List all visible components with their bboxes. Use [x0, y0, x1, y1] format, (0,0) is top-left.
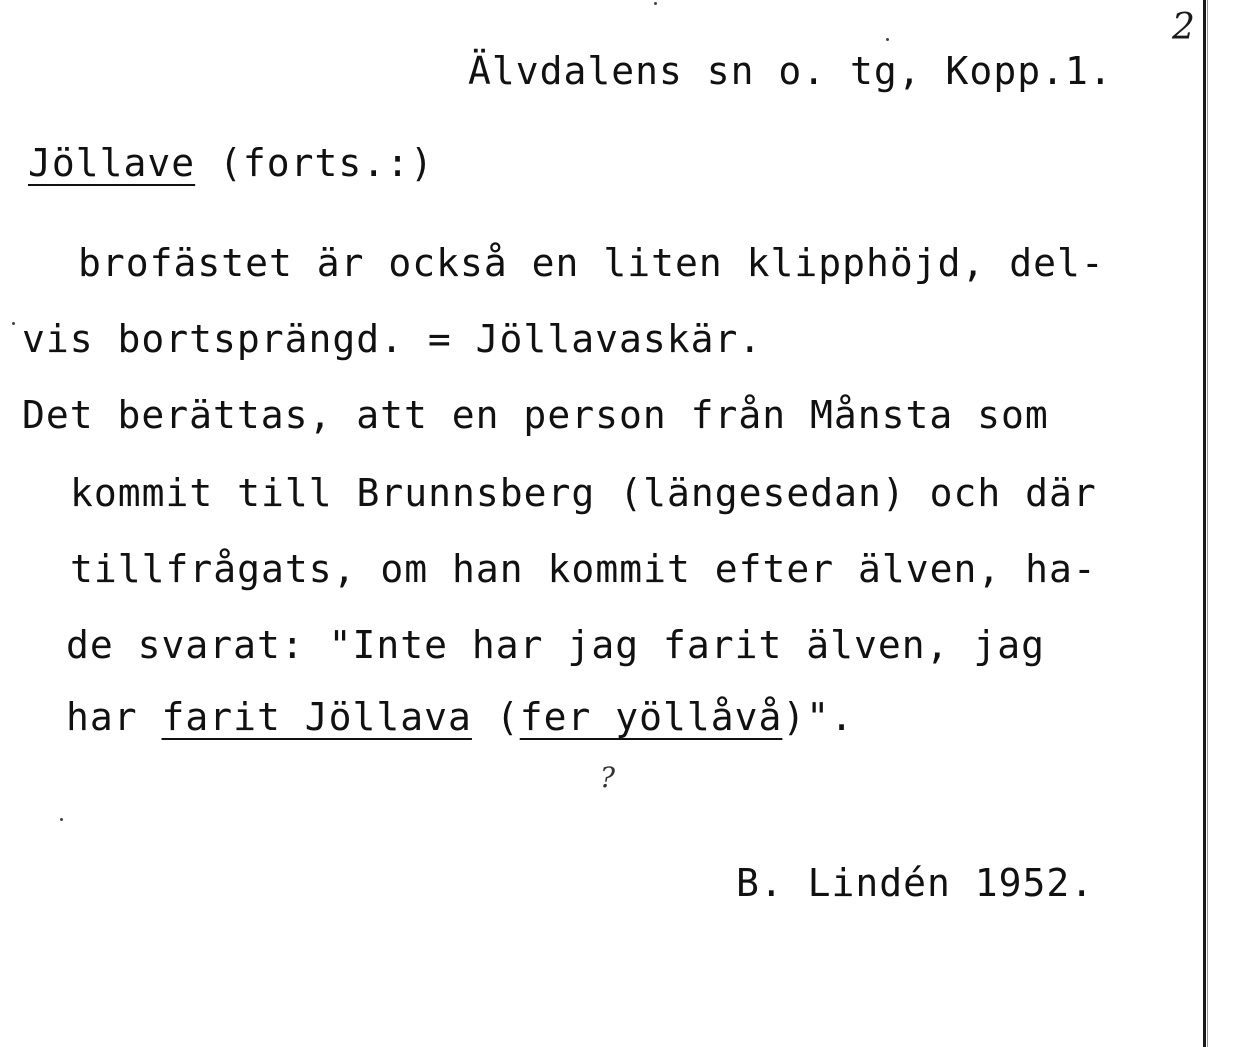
line-7-suffix: )". — [782, 695, 855, 739]
scan-speck — [654, 2, 657, 5]
text-line-2: vis bortsprängd. = Jöllavaskär. — [22, 317, 763, 361]
text-line-5: tillfrågats, om han kommit efter älven, ha- — [70, 547, 1097, 591]
handwritten-query-mark: ? — [600, 761, 616, 794]
entry-headword: Jöllave — [28, 141, 196, 185]
line-7-middle: ( — [471, 695, 520, 739]
entry-heading — [28, 140, 434, 186]
text-line-4: kommit till Brunnsberg (längesedan) och där — [70, 471, 1097, 515]
scan-speck — [60, 818, 63, 821]
page-number: 2 — [1172, 7, 1195, 48]
underlined-phrase: farit Jöllava — [161, 695, 472, 739]
text-line-7 — [66, 694, 854, 740]
entry-headword-suffix: (forts.:) — [195, 141, 434, 185]
scan-speck — [886, 38, 889, 41]
line-7-prefix: har — [66, 695, 162, 739]
signature: B. Lindén 1952. — [736, 861, 1095, 905]
card-header: Älvdalens sn o. tg, Kopp.1. — [468, 49, 1113, 93]
card-edge-rule — [1203, 0, 1206, 1047]
text-line-3: Det berättas, att en person från Månsta som — [22, 393, 1049, 437]
text-line-1: brofästet är också en liten klipphöjd, del- — [78, 241, 1105, 285]
text-line-6: de svarat: "Inte har jag farit älven, jag — [66, 623, 1045, 667]
dialect-form: fer yöllåvå — [519, 695, 783, 739]
card-edge-shadow — [1207, 0, 1208, 1047]
scan-speck — [12, 322, 15, 325]
